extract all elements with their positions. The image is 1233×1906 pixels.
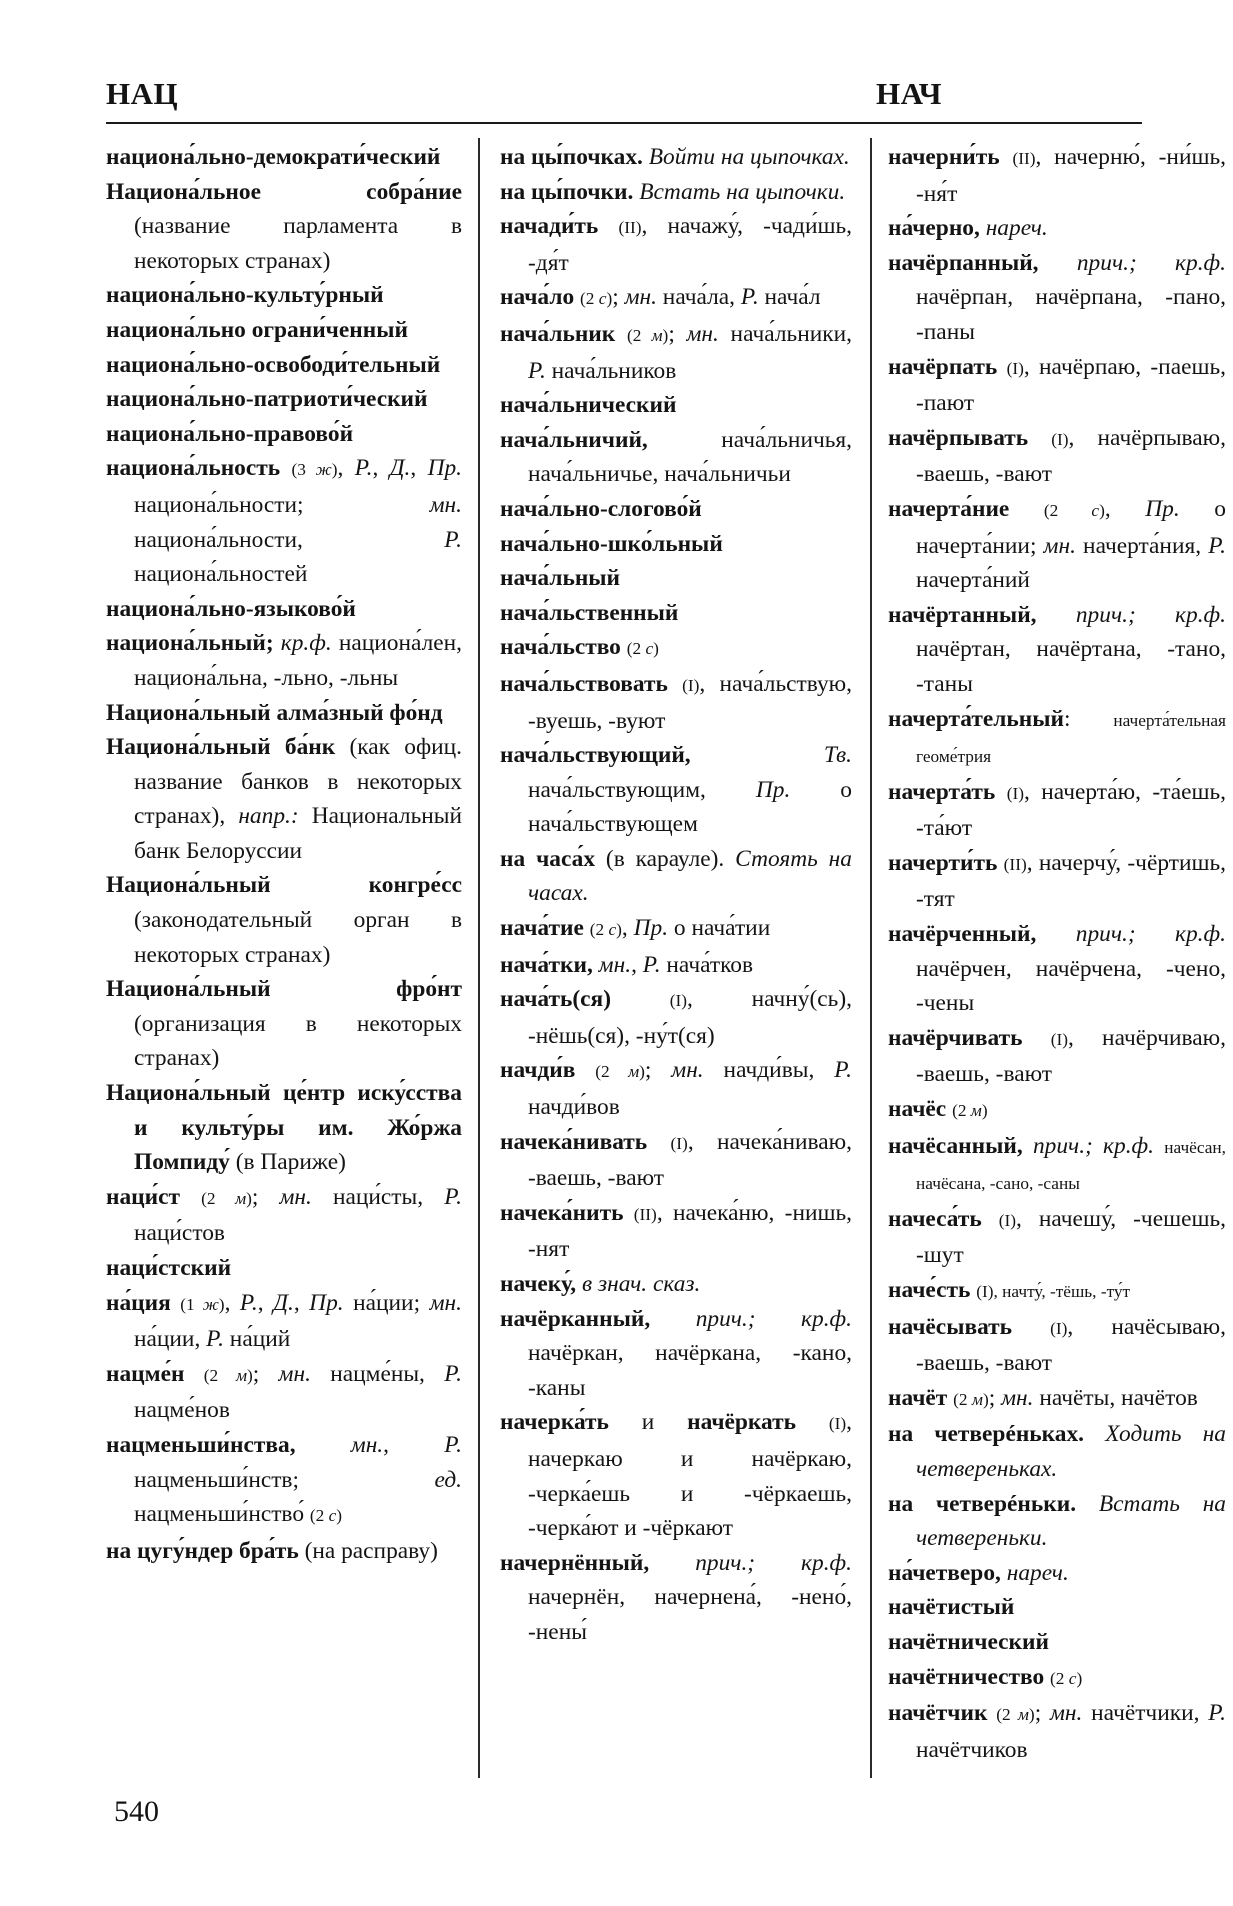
dictionary-entry: нача́льник (2 м); мн. нача́льники, Р. нача́льников <box>500 320 852 384</box>
dictionary-entry: Национа́льный алма́зный фо́нд <box>106 699 443 726</box>
dictionary-entry: начёс (2 м) <box>888 1096 988 1123</box>
dictionary-entry: нача́льствующий, Тв. нача́льствующим, Пр. о нача́льствующем <box>500 742 852 838</box>
dictionary-entry: начёрканный, прич.; кр.ф. начёркан, начёркана, -кано, -каны <box>500 1305 852 1401</box>
dictionary-column-3 <box>888 140 1226 1767</box>
dictionary-entry: начерти́ть (II), начерчу́, -чёртишь, -тят <box>888 849 1226 913</box>
dictionary-entry: нацменьши́нства, мн., Р. нацменьши́нств; ед. нацменьши́нство́ (2 с) <box>106 1431 462 1528</box>
dictionary-entry: начётнический <box>888 1628 1049 1655</box>
dictionary-entry: начётистый <box>888 1594 1015 1621</box>
dictionary-entry: начёрчивать (I), начёрчиваю, -ваешь, -вают <box>888 1024 1226 1088</box>
dictionary-entry: нача́льнический <box>500 392 677 419</box>
dictionary-entry: на цы́почках. Войти на цыпочках. <box>500 144 850 170</box>
column-divider-2 <box>870 138 872 1778</box>
dictionary-entry: начека́нивать (I), начека́ниваю, -ваешь, -вают <box>500 1128 852 1192</box>
dictionary-entry: начди́в (2 м); мн. начди́вы, Р. начди́вов <box>500 1057 852 1121</box>
dictionary-entry: начека́нить (II), начека́ню, -нишь, -нят <box>500 1199 852 1263</box>
dictionary-entry: нацме́н (2 м); мн. нацме́ны, Р. нацме́нов <box>106 1360 462 1424</box>
dictionary-entry: национа́льно-освободи́тельный <box>106 351 441 378</box>
dictionary-entry: нача́ло (2 с); мн. нача́ла, Р. нача́л <box>500 284 821 311</box>
dictionary-entry: нача́льствовать (I), нача́льствую, -вуешь, -вуют <box>500 670 852 734</box>
dictionary-entry: на цы́почки. Встать на цыпочки. <box>500 178 846 205</box>
dictionary-entry: на четверéньках. Ходить на четвереньках. <box>888 1421 1226 1482</box>
dictionary-entry: на цугу́ндер бра́ть (на расправу) <box>106 1537 438 1564</box>
dictionary-entry: наци́ст (2 м); мн. наци́сты, Р. наци́стов <box>106 1183 462 1247</box>
dictionary-entry: начёрпать (I), начёрпаю, -паешь, -пают <box>888 353 1226 417</box>
dictionary-entry: нача́льный <box>500 565 621 592</box>
dictionary-entry: на́ция (1 ж), Р., Д., Пр. на́ции; мн. на́ции, Р. на́ций <box>106 1289 462 1353</box>
dictionary-entry: начёрченный, прич.; кр.ф. начёрчен, начёрчена, -чено, -чены <box>888 921 1226 1017</box>
dictionary-entry: начёрпанный, прич.; кр.ф. начёрпан, начёрпана, -пано, -паны <box>888 249 1226 345</box>
running-header-right: НАЧ <box>876 76 943 111</box>
dictionary-entry: Национа́льный фро́нт (организация в некоторых странах) <box>106 976 462 1072</box>
dictionary-entry: Национа́льный це́нтр иску́сства и культу́ры им. Жо́ржа Помпиду́ (в Париже) <box>106 1080 462 1176</box>
dictionary-entry: нача́тие (2 с), Пр. о нача́тии <box>500 915 771 942</box>
dictionary-entry: нача́льно-шко́льный <box>500 530 723 557</box>
dictionary-entry: национа́льно-языково́й <box>106 595 356 622</box>
dictionary-entry: наци́стский <box>106 1255 232 1281</box>
dictionary-entry: национа́льно-демократи́ческий <box>106 144 441 170</box>
dictionary-entry: начёрпывать (I), начёрпываю, -ваешь, -вают <box>888 424 1226 488</box>
dictionary-entry: национа́льный; кр.ф. национа́лен, национа́льна, -льно, -льны <box>106 630 462 691</box>
dictionary-entry: начеса́ть (I), начешу́, -чешешь, -шут <box>888 1205 1226 1269</box>
dictionary-entry: на четверéньки. Встать на четвереньки. <box>888 1490 1226 1552</box>
dictionary-entry: нача́тки, мн., Р. нача́тков <box>500 951 754 978</box>
dictionary-entry: начёт (2 м); мн. начёты, начётов <box>888 1384 1198 1411</box>
column-divider-1 <box>478 138 480 1778</box>
dictionary-entry: начётчик (2 м); мн. начётчики, Р. начётчиков <box>888 1700 1226 1763</box>
dictionary-entry: начёсанный, прич.; кр.ф. начёсан, начёсана, -сано, -саны <box>888 1132 1226 1194</box>
dictionary-entry: начерта́тельный: начерта́тельная геоме́трия <box>888 705 1226 767</box>
dictionary-column-1 <box>106 140 462 1568</box>
dictionary-entry: нача́льство (2 с) <box>500 634 659 661</box>
dictionary-entry: Национа́льное собра́ние (название парламента в некоторых странах) <box>106 178 462 274</box>
dictionary-entry: национа́льность (3 ж), Р., Д., Пр. национа́льности; мн. национа́льности, Р. национа́льностей <box>106 455 462 588</box>
dictionary-entry: на́четверо, нареч. <box>888 1559 1069 1586</box>
dictionary-entry: начёртанный, прич.; кр.ф. начёртан, начёртана, -тано, -таны <box>888 601 1226 697</box>
dictionary-entry: Национа́льный конгре́сс (законодательный орган в некоторых странах) <box>106 872 462 968</box>
dictionary-entry: на́черно, нареч. <box>888 215 1048 242</box>
dictionary-entry: национа́льно-правово́й <box>106 420 354 447</box>
running-header-left: НАЦ <box>106 76 179 111</box>
dictionary-entry: начеку́, в знач. сказ. <box>500 1271 701 1297</box>
dictionary-entry: нача́льничий, нача́льничья, нача́льничье, нача́льничьи <box>500 426 852 488</box>
dictionary-entry: национа́льно-культу́рный <box>106 282 384 309</box>
dictionary-entry: национа́льно-патриоти́ческий <box>106 386 428 413</box>
dictionary-entry: начернённый, прич.; кр.ф. начернён, начернена́, -нено́, -нены́ <box>500 1549 852 1645</box>
dictionary-entry: начётничество (2 с) <box>888 1663 1083 1690</box>
dictionary-entry: начерта́ть (I), начерта́ю, -та́ешь, -та́ют <box>888 778 1226 842</box>
dictionary-entry: начерка́ть и начёркать (I), начеркаю и начёркаю, -черка́ешь и -чёркаешь, -черка́ют и -чёркают <box>500 1409 852 1542</box>
dictionary-entry: Национа́льный ба́нк (как офиц. название банков в некоторых странах), напр.: Национальный банк Белоруссии <box>106 734 462 864</box>
dictionary-entry: начади́ть (II), начажу́, -чади́шь, -дя́т <box>500 213 852 276</box>
dictionary-entry: наче́сть (I), начту́, -тёшь, -ту́т <box>888 1277 1131 1303</box>
page-number: 540 <box>114 1795 159 1828</box>
dictionary-entry: начерта́ние (2 с), Пр. о начерта́нии; мн. начерта́ния, Р. начерта́ний <box>888 495 1226 594</box>
dictionary-entry: нача́ть(ся) (I), начну́(сь), -нёшь(ся), -ну́т(ся) <box>500 986 852 1049</box>
header-rule <box>106 122 1142 124</box>
dictionary-entry: начёсывать (I), начёсываю, -ваешь, -вают <box>888 1313 1226 1377</box>
dictionary-column-2 <box>500 140 852 1650</box>
dictionary-entry: начерни́ть (II), начерню́, -ни́шь, -ня́т <box>888 144 1226 207</box>
dictionary-entry: на часа́х (в карауле). Стоять на часах. <box>500 845 852 907</box>
dictionary-entry: нача́льно-слогово́й <box>500 495 702 522</box>
dictionary-entry: нача́льственный <box>500 599 679 626</box>
dictionary-entry: национа́льно ограни́ченный <box>106 316 408 343</box>
